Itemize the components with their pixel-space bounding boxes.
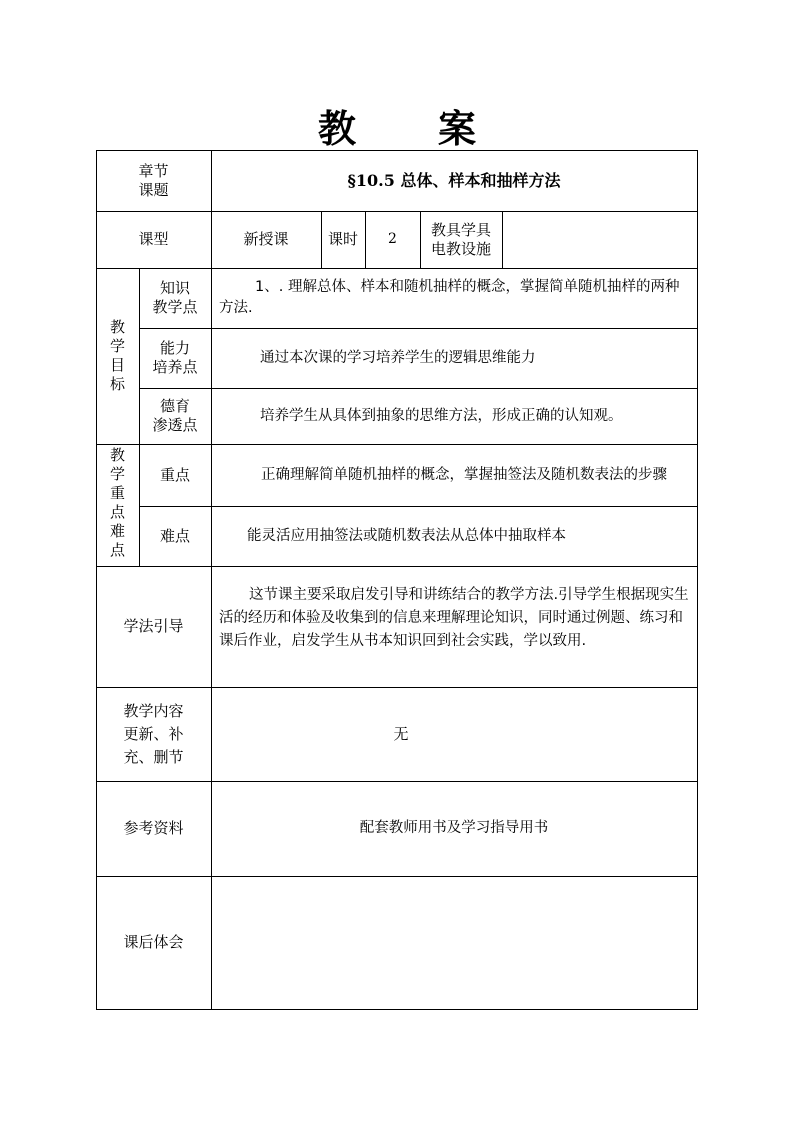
key-point-text-cell	[211, 444, 697, 506]
method-text-cell	[211, 566, 697, 687]
knowledge-text-cell	[211, 268, 697, 328]
content-update-value: 无	[393, 724, 409, 743]
method-label: 学法引导	[123, 617, 184, 635]
focus-group-label	[96, 445, 139, 566]
equipment-label-line-2: 电教设施	[430, 239, 491, 258]
method-text: 这节课主要采取启发引导和讲练结合的教学方法.引导学生根据现实生活的经历和体验及收集到的信息来理解理论知识，同时通过例题、练习和课后作业，启发学生从书本知识回到社会实践，学以致用.	[219, 587, 689, 649]
group-char: 学	[109, 337, 125, 355]
chapter-label-line-1: 章节	[138, 161, 169, 180]
group-char: 难	[109, 522, 125, 540]
group-char: 目	[109, 356, 125, 374]
content-update-label	[96, 687, 211, 781]
chapter-title: §10.5 总体、样本和抽样方法	[347, 171, 561, 190]
knowledge-label	[139, 268, 211, 328]
lesson-type-label: 课型	[138, 230, 169, 248]
equipment-label	[420, 211, 502, 268]
ability-text: 通过本次课的学习培养学生的逻辑思维能力	[260, 349, 536, 366]
objectives-group-label	[96, 268, 139, 444]
group-char: 点	[109, 503, 125, 521]
group-char: 教	[109, 318, 125, 336]
key-point-label: 重点	[159, 465, 190, 484]
key-point-text: 正确理解简单随机抽样的概念，掌握抽签法及随机数表法的步骤	[261, 466, 667, 483]
title-char-2: 案	[438, 106, 477, 151]
ability-label-line-2: 培养点	[152, 358, 198, 376]
moral-text-cell	[211, 388, 697, 444]
moral-text: 培养学生从具体到抽象的思维方法，形成正确的认知观。	[260, 407, 623, 424]
reference-label: 参考资料	[123, 819, 184, 837]
content-update-label-line-3: 充、删节	[123, 747, 184, 766]
knowledge-text: 1、. 理解总体、样本和随机抽样的概念，掌握简单随机抽样的两种方法.	[219, 279, 680, 316]
equipment-label-line-1: 教具学具	[430, 220, 491, 239]
table-line	[96, 1009, 698, 1010]
lesson-hours-value: 2	[388, 231, 397, 247]
title-char-1: 教	[317, 106, 356, 151]
ability-label-line-1: 能力	[159, 339, 190, 357]
group-char: 重	[109, 484, 125, 502]
knowledge-label-line-2: 教学点	[152, 298, 198, 316]
group-char: 点	[109, 541, 125, 559]
difficult-point-text-cell	[211, 506, 697, 566]
ability-label	[139, 328, 211, 388]
reflection-value	[211, 876, 697, 1009]
lesson-hours-label: 课时	[327, 230, 358, 248]
chapter-label	[96, 150, 211, 211]
group-char: 标	[109, 375, 125, 393]
equipment-value	[502, 211, 697, 268]
content-update-label-line-1: 教学内容	[123, 701, 184, 720]
reflection-label: 课后体会	[123, 933, 184, 951]
table-line	[697, 150, 698, 1010]
difficult-point-label: 难点	[159, 526, 190, 545]
difficult-point-text: 能灵活应用抽签法或随机数表法从总体中抽取样本	[247, 527, 566, 544]
knowledge-label-line-1: 知识	[159, 279, 190, 297]
group-char: 教	[109, 446, 125, 464]
ability-text-cell	[211, 328, 697, 388]
moral-label	[139, 388, 211, 444]
moral-label-line-1: 德育	[159, 397, 190, 415]
group-char: 学	[109, 465, 125, 483]
reference-value: 配套教师用书及学习指导用书	[359, 820, 549, 836]
page-title	[0, 98, 794, 153]
lesson-type-value: 新授课	[243, 230, 289, 248]
moral-label-line-2: 渗透点	[152, 416, 198, 434]
chapter-label-line-2: 课题	[138, 180, 169, 199]
content-update-label-line-2: 更新、补	[123, 724, 184, 743]
